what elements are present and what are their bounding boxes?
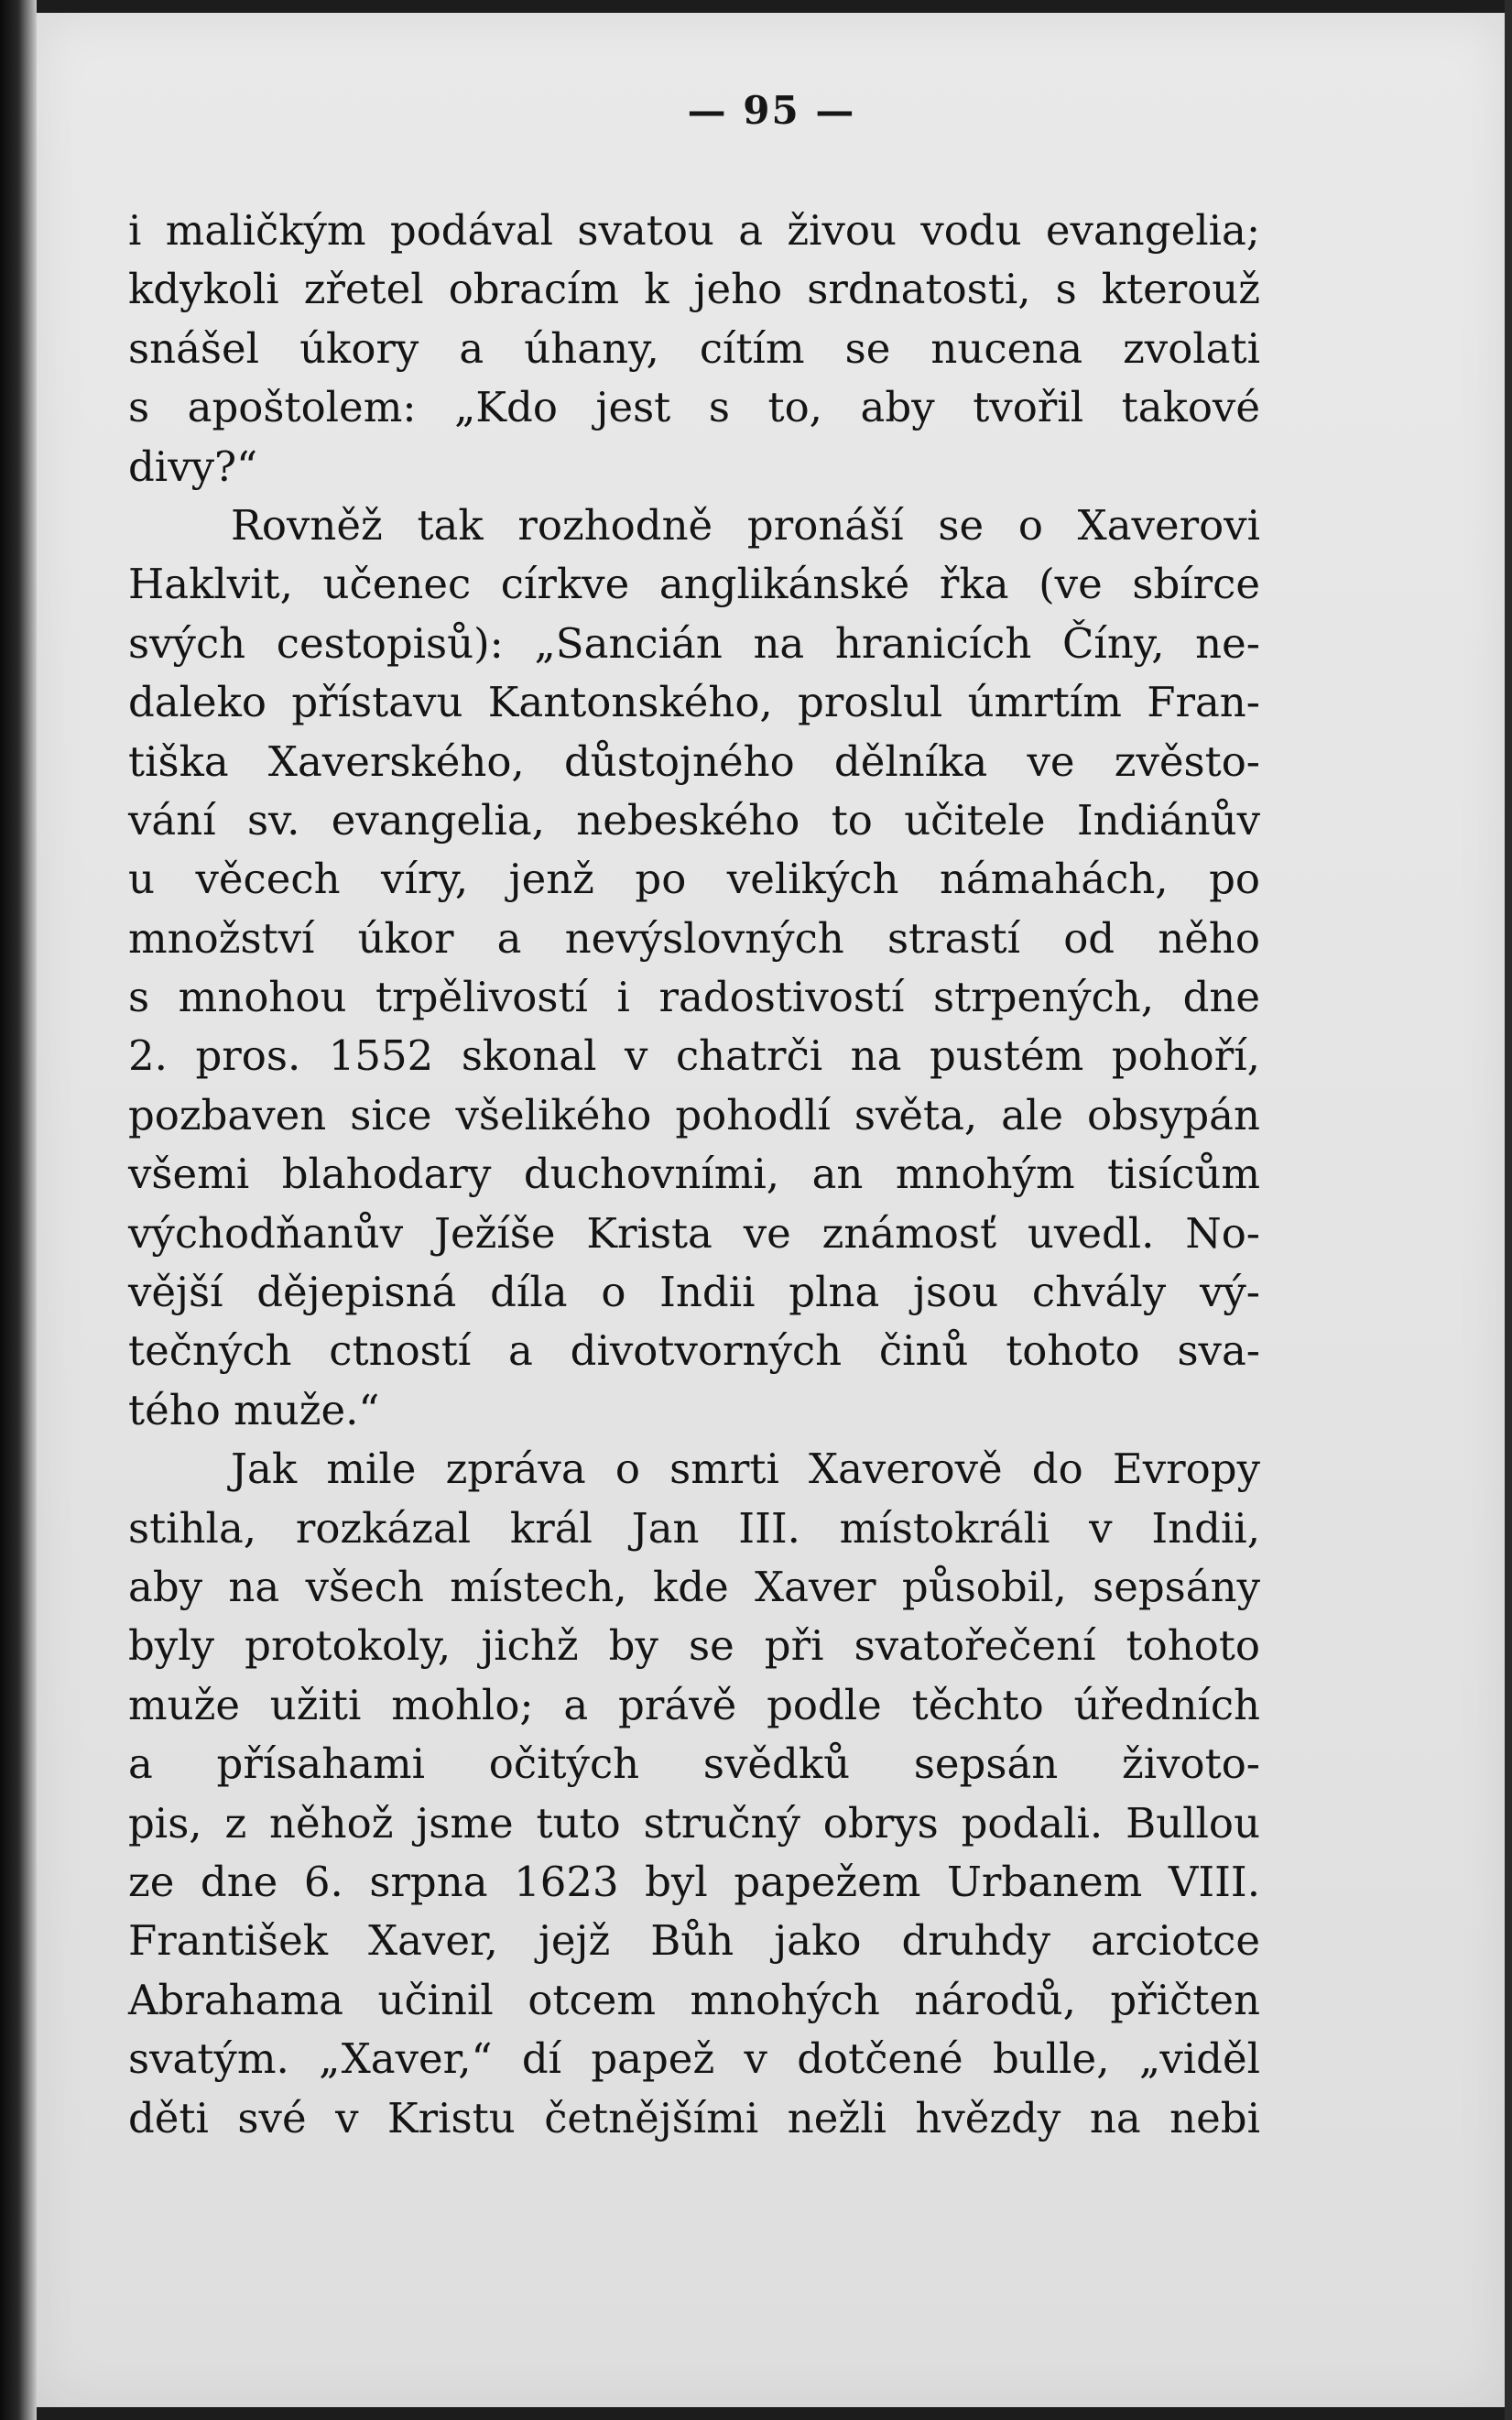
text-line: vější dějepisná díla o Indii plna jsou chvály vý- — [128, 1268, 1260, 1317]
page-right-edge — [1505, 0, 1512, 2420]
text-line: muže užiti mohlo; a právě podle těchto úředních — [128, 1680, 1260, 1729]
text-line: stihla, rozkázal král Jan III. místokráli v Indii, — [128, 1503, 1260, 1553]
text-line: 2. pros. 1552 skonal v chatrči na pustém pohoří, — [128, 1031, 1260, 1081]
text-line: divy?“ — [128, 441, 258, 491]
text-line: s apoštolem: „Kdo jest s to, aby tvořil takové — [128, 383, 1260, 432]
text-line: všemi blahodary duchovními, an mnohým tisícům — [128, 1150, 1260, 1199]
text-line: množství úkor a nevýslovných strastí od něho — [128, 913, 1260, 963]
text-line: tečných ctností a divotvorných činů tohoto sva- — [128, 1326, 1260, 1376]
text-line: daleko přístavu Kantonského, proslul úmrtím Fran- — [128, 678, 1260, 727]
text-line: František Xaver, jejž Bůh jako druhdy arciotce — [128, 1916, 1260, 1966]
text-line: Rovněž tak rozhodně pronáší se o Xaverovi — [231, 500, 1260, 550]
text-line: u věcech víry, jenž po velikých námahách, po — [128, 855, 1260, 904]
book-gutter-shadow — [0, 0, 37, 2420]
text-line: vání sv. evangelia, nebeského to učitele Indiánův — [128, 795, 1260, 845]
text-line: děti své v Kristu četnějšími nežli hvězdy na nebi — [128, 2093, 1260, 2142]
text-line: ze dne 6. srpna 1623 byl papežem Urbanem VIII. — [128, 1857, 1260, 1906]
text-line: Haklvit, učenec církve anglikánské řka (ve sbírce — [128, 560, 1260, 609]
text-line: kdykoli zřetel obracím k jeho srdnatosti, s kterouž — [128, 265, 1260, 314]
text-line: svatým. „Xaver,“ dí papež v dotčené bulle, „viděl — [128, 2034, 1260, 2084]
text-line: aby na všech místech, kde Xaver působil, sepsány — [128, 1562, 1260, 1611]
text-line: s mnohou trpělivostí i radostivostí strpených, dne — [128, 973, 1260, 1022]
text-line: a přísahami očitých svědků sepsán životo- — [128, 1739, 1260, 1789]
text-line: Abrahama učinil otcem mnohých národů, přičten — [128, 1975, 1260, 2024]
body-text — [128, 202, 1260, 2148]
text-line: byly protokoly, jichž by se při svatořečení tohoto — [128, 1621, 1260, 1671]
text-line: tého muže.“ — [128, 1385, 380, 1434]
page-number: — 95 — — [687, 88, 856, 133]
text-line: Jak mile zpráva o smrti Xaverově do Evropy — [231, 1444, 1260, 1494]
text-line: i maličkým podával svatou a živou vodu evangelia; — [128, 206, 1260, 255]
text-line: svých cestopisů): „Sancián na hranicích Číny, ne- — [128, 618, 1260, 668]
text-line: východňanův Ježíše Krista ve známosť uvedl. No- — [128, 1208, 1260, 1258]
text-line: pozbaven sice všelikého pohodlí světa, ale obsypán — [128, 1090, 1260, 1139]
text-line: pis, z něhož jsme tuto stručný obrys podali. Bullou — [128, 1798, 1260, 1848]
text-line: snášel úkory a úhany, cítím se nucena zvolati — [128, 323, 1260, 373]
text-line: tiška Xaverského, důstojného dělníka ve zvěsto- — [128, 736, 1260, 786]
